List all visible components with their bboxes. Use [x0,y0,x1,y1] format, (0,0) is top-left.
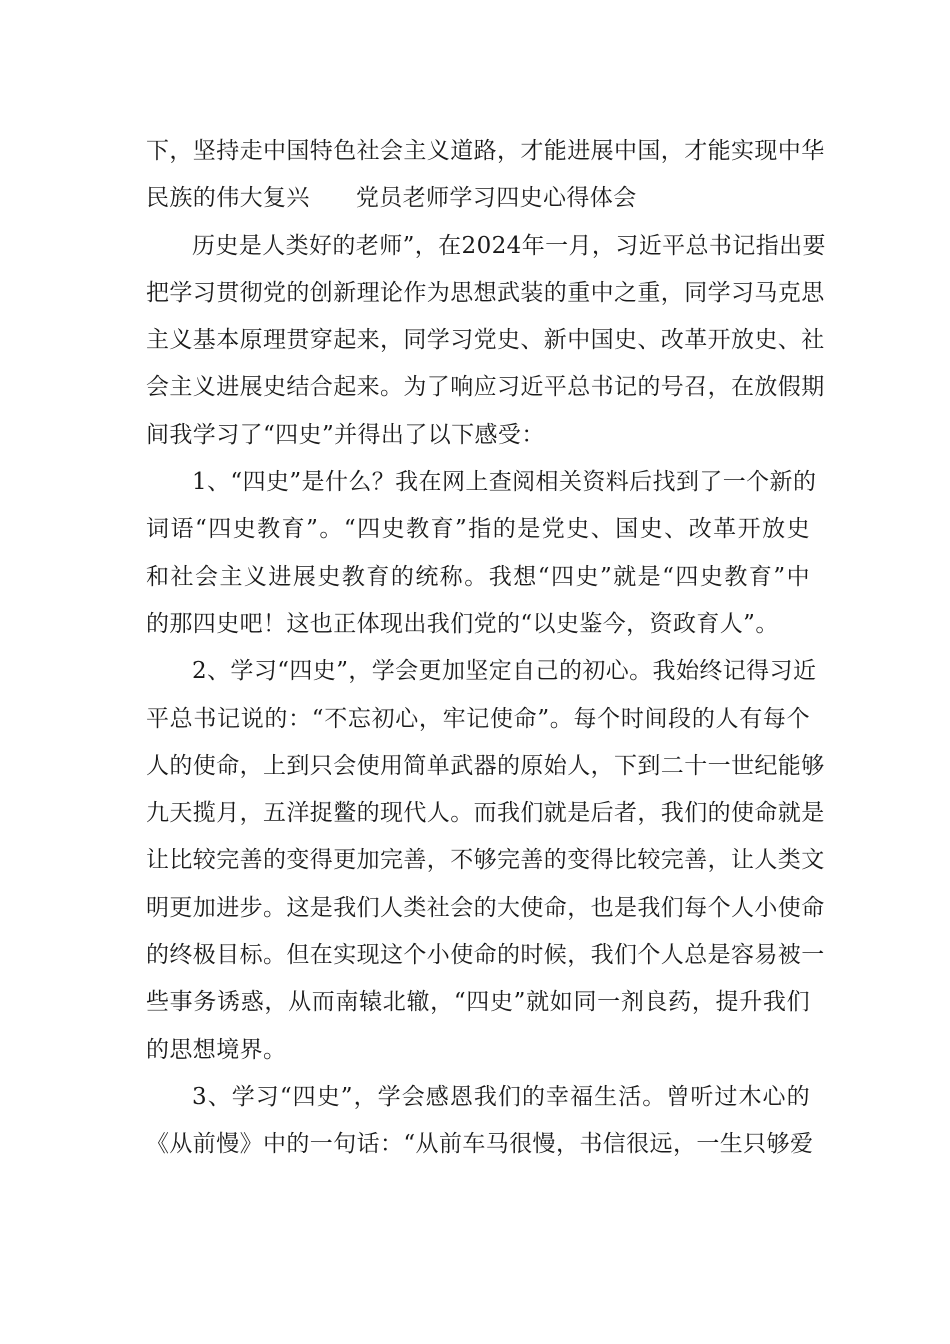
line-text: 《从前慢》中的一句话：“从前车马很慢，书信很远，一生只够爱 [146,1131,814,1158]
line-text: 词语“四史教育”。“四史教育”指的是党史、国史、改革开放史 [146,516,810,543]
line-text: 1、“四史”是什么？我在网上查阅相关资料后找到了一个新的 [192,469,817,496]
line-text: 间我学习了“四史”并得出了以下感受： [146,421,545,448]
text-line [146,223,826,270]
line-text: 让比较完善的变得更加完善，不够完善的变得比较完善，让人类文 [146,847,825,874]
text-line [146,1121,814,1168]
line-text: 主义基本原理贯穿起来，同学习党史、新中国史、改革开放史、社 [146,327,825,354]
text-line [146,790,825,837]
text-line [146,743,825,790]
text-line [146,885,825,932]
text-line [146,932,825,979]
line-text: 的思想境界。 [146,1036,287,1063]
text-line [146,979,810,1026]
text-line [146,1027,810,1074]
text-line [146,270,825,317]
line-text: 民族的伟大复兴 [146,185,310,212]
line-text: 把学习贯彻党的创新理论作为思想武装的重中之重，同学习马克思 [146,279,825,306]
text-line [146,128,825,175]
text-line [146,412,810,459]
paragraph [146,223,826,459]
text-line [146,317,825,364]
text-line [146,648,817,695]
line-text: 九天揽月，五洋捉鳖的现代人。而我们就是后者，我们的使命就是 [146,800,825,827]
line-text: 2、学习“四史”，学会更加坚定自己的初心。我始终记得习近 [192,658,817,685]
document-title: 党员老师学习四史心得体会 [355,185,637,212]
paragraph [146,128,825,223]
line-text: 历史是人类好的老师”，在2024年一月，习近平总书记指出要 [192,232,826,259]
text-line [146,364,825,411]
paragraph [146,459,817,648]
line-text: 些事务诱惑，从而南辕北辙，“四史”就如同一剂良药，提升我们 [146,989,810,1016]
text-line [146,506,810,553]
line-text: 下，坚持走中国特色社会主义道路，才能进展中国，才能实现中华 [146,138,825,164]
document-body [146,128,826,1169]
paragraph [146,1074,814,1169]
line-text: 人的使命，上到只会使用简单武器的原始人，下到二十一世纪能够 [146,752,825,779]
text-line [146,175,810,222]
text-line [146,459,817,506]
line-text: 明更加进步。这是我们人类社会的大使命，也是我们每个人小使命 [146,894,825,921]
line-text: 的那四史吧！这也正体现出我们党的“以史鉴今，资政育人”。 [146,610,779,637]
line-text: 的终极目标。但在实现这个小使命的时候，我们个人总是容易被一 [146,942,825,969]
line-text: 平总书记说的：“不忘初心，牢记使命”。每个时间段的人有每个 [146,705,810,732]
text-line [146,601,810,648]
text-line [146,837,825,884]
line-text: 和社会主义进展史教育的统称。我想“四史”就是“四史教育”中 [146,563,810,590]
text-line [146,1074,810,1121]
text-line [146,696,810,743]
line-text: 会主义进展史结合起来。为了响应习近平总书记的号召，在放假期 [146,374,825,401]
text-line [146,554,810,601]
line-text: 3、学习“四史”，学会感恩我们的幸福生活。曾听过木心的 [192,1083,810,1110]
paragraph [146,648,825,1074]
